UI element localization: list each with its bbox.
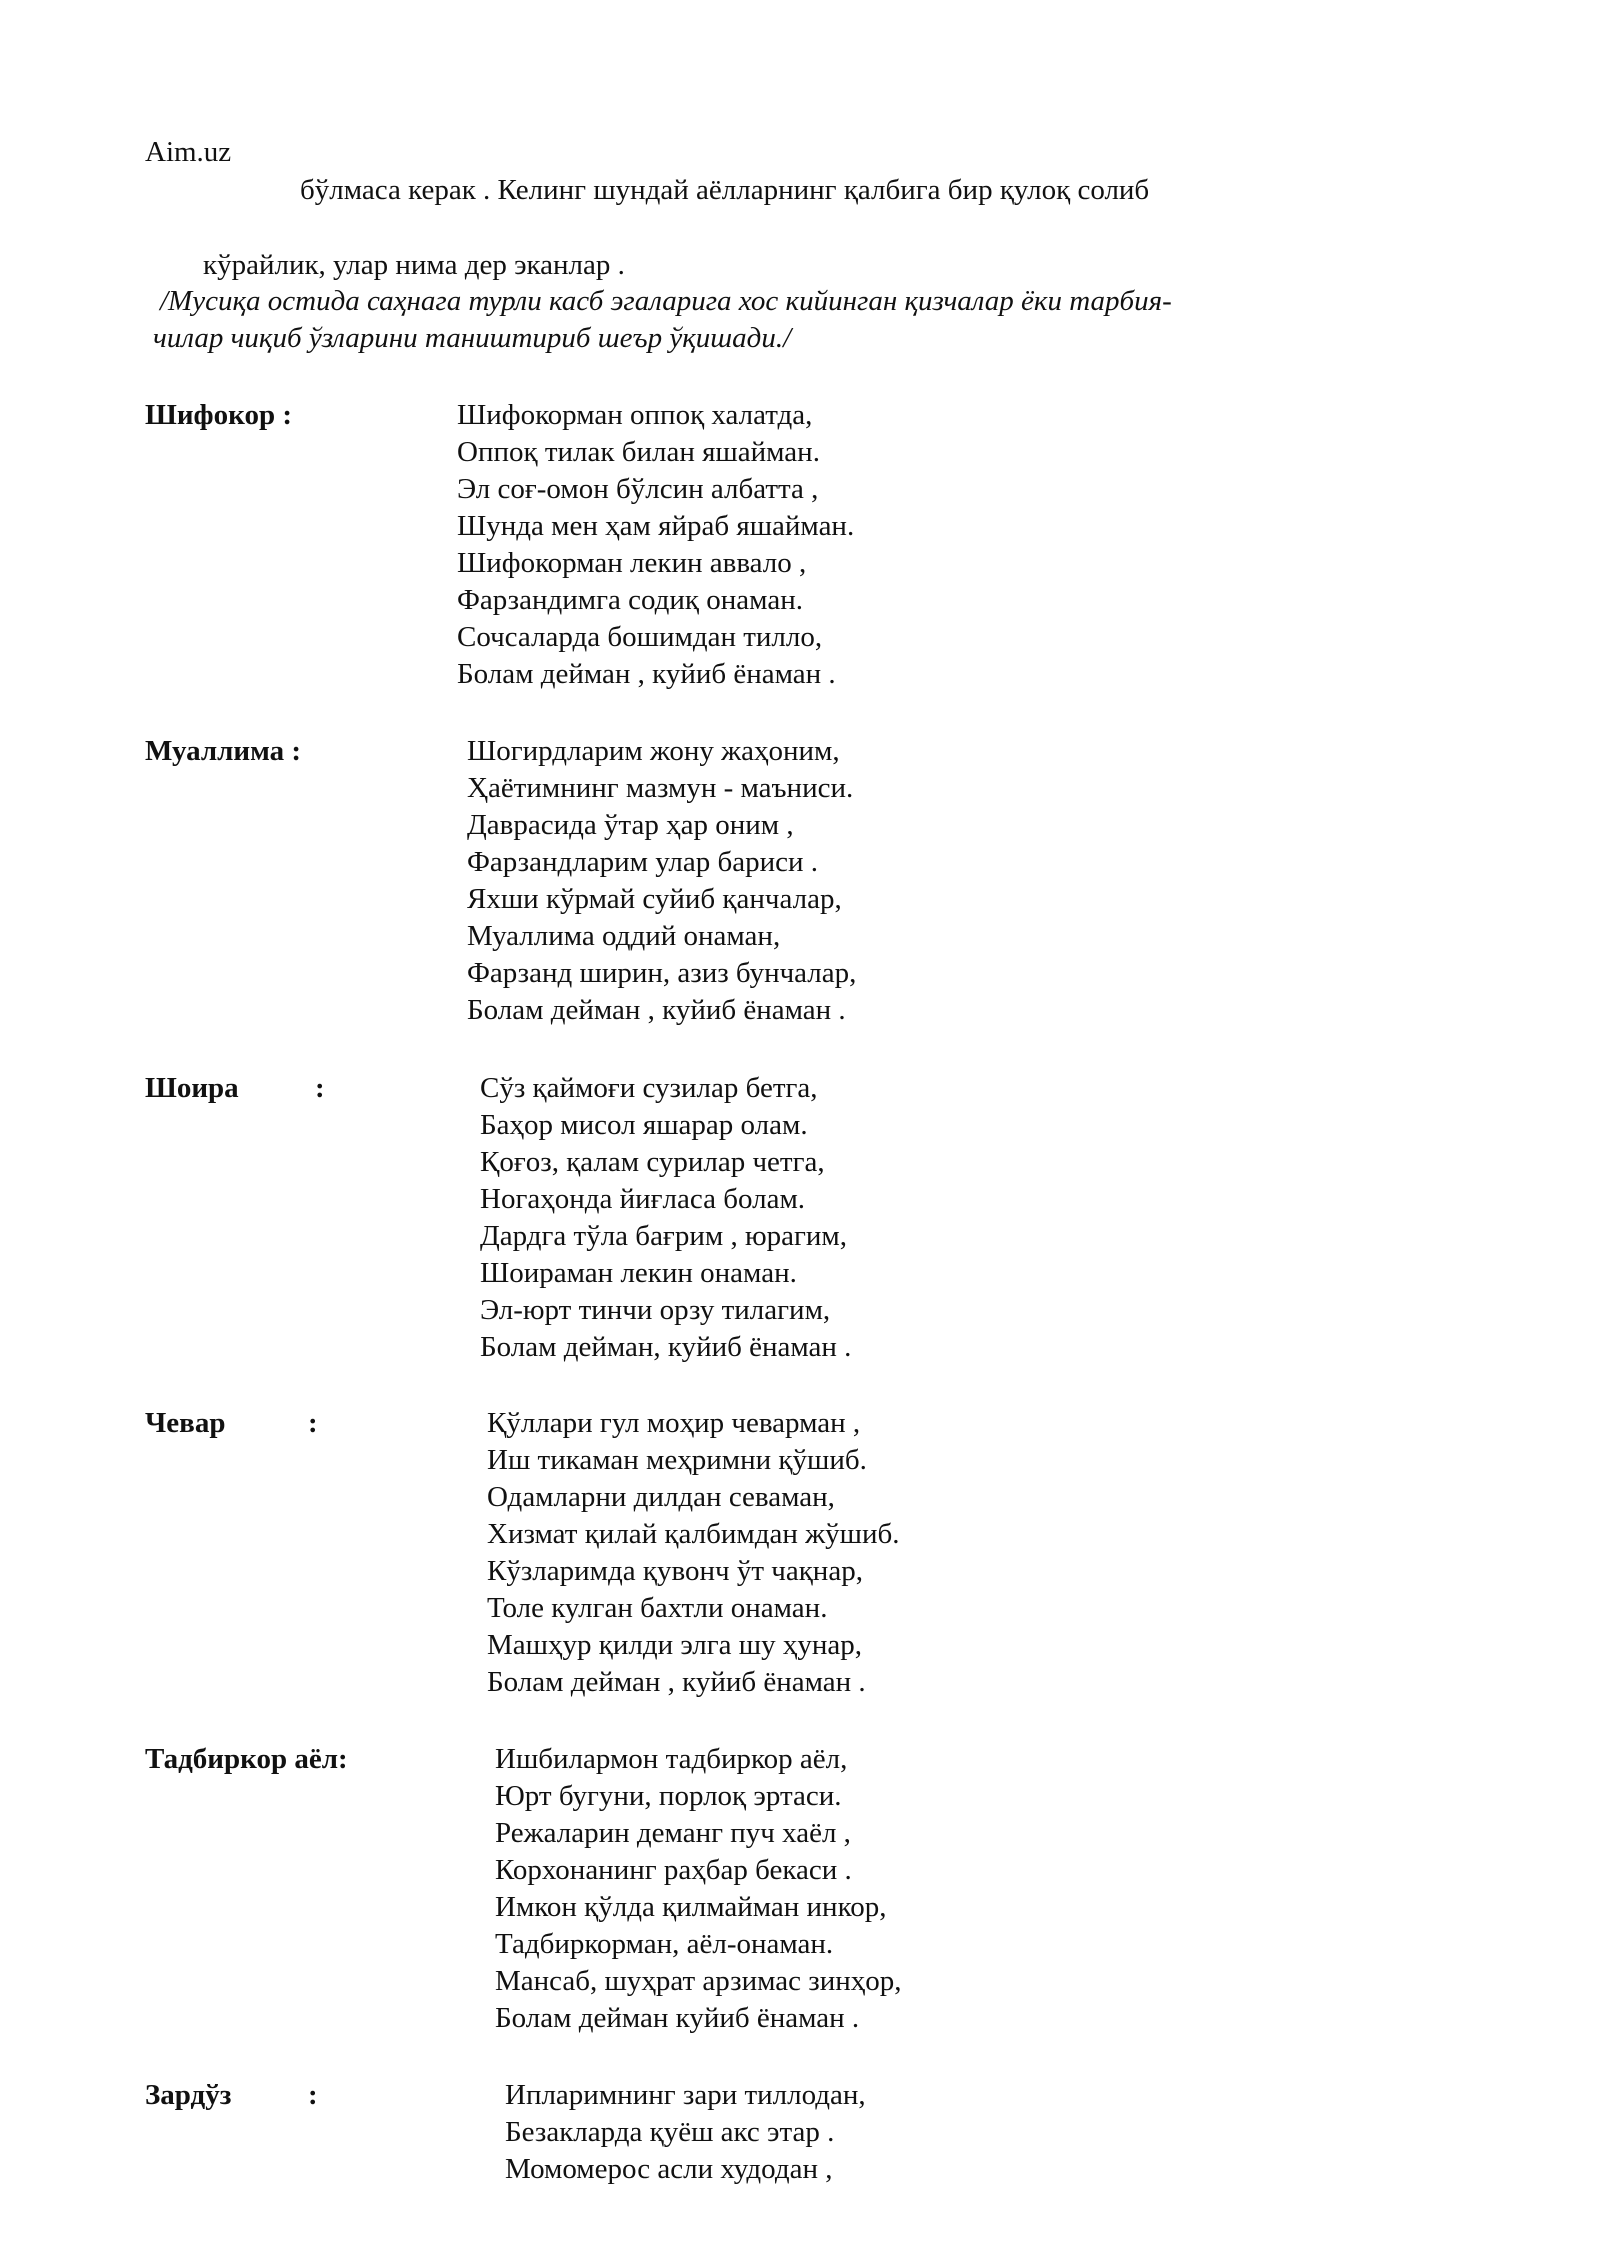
- verse-line: Қоғоз, қалам сурилар четга,: [480, 1146, 825, 1178]
- verse-line: Фарзандимга содиқ онаман.: [457, 584, 803, 616]
- speaker-label-entrepreneur: Тадбиркор аёл:: [145, 1743, 348, 1775]
- stage-direction-line-1: /Мусиқа остида саҳнага турли касб эгаларига хос кийинган қизчалар ёки тарбия-: [160, 285, 1172, 317]
- verse-teacher: [467, 733, 856, 1029]
- verse-line: Шогирдларим жону жаҳоним,: [467, 735, 840, 767]
- verse-line: Корхонанинг раҳбар бекаси .: [495, 1854, 852, 1886]
- verse-line: Шунда мен ҳам яйраб яшайман.: [457, 510, 855, 542]
- verse-line: Ишбилармон тадбиркор аёл,: [495, 1743, 848, 1775]
- verse-embroiderer: [505, 2077, 866, 2188]
- speaker-label-poetess: Шоира: [145, 1072, 239, 1104]
- verse-line: Муаллима оддий онаман,: [467, 920, 781, 952]
- verse-line: Машҳур қилди элга шу ҳунар,: [487, 1629, 862, 1661]
- verse-line: Баҳор мисол яшарар олам.: [480, 1109, 808, 1141]
- verse-line: Қўллари гул моҳир чеварман ,: [487, 1407, 861, 1439]
- verse-line: Оппоқ тилак билан яшайман.: [457, 436, 820, 468]
- verse-entrepreneur: [495, 1741, 902, 2037]
- speaker-label-seamstress: Чевар: [145, 1407, 226, 1439]
- speaker-colon: :: [308, 1407, 318, 1439]
- verse-line: Эл-юрт тинчи орзу тилагим,: [480, 1294, 831, 1326]
- verse-line: Шифокорман оппоқ халатда,: [457, 399, 813, 431]
- verse-line: Ногаҳонда йиғласа болам.: [480, 1183, 806, 1215]
- speaker-colon: :: [315, 1072, 325, 1104]
- verse-line: Ҳаётимнинг мазмун - маъниси.: [467, 772, 854, 804]
- verse-line: Момомерос асли худодан ,: [505, 2153, 833, 2185]
- verse-poetess: [480, 1070, 851, 1366]
- verse-line: Дардга тўла бағрим , юрагим,: [480, 1220, 848, 1252]
- verse-line: Болам дейман , куйиб ёнаман .: [457, 658, 836, 690]
- verse-line: Одамларни дилдан севаман,: [487, 1481, 835, 1513]
- verse-line: Толе кулган бахтли онаман.: [487, 1592, 828, 1624]
- verse-line: Болам дейман , куйиб ёнаман .: [467, 994, 846, 1026]
- verse-line: Яхши кўрмай суйиб қанчалар,: [467, 883, 842, 915]
- verse-line: Тадбиркорман, аёл-онаман.: [495, 1928, 834, 1960]
- speaker-label-embroiderer: Зардўз: [145, 2079, 232, 2111]
- verse-line: Фарзандларим улар бариси .: [467, 846, 819, 878]
- speaker-colon: :: [308, 2079, 318, 2111]
- verse-line: Фарзанд ширин, азиз бунчалар,: [467, 957, 857, 989]
- verse-line: Кўзларимда қувонч ўт чақнар,: [487, 1555, 863, 1587]
- verse-line: Шифокорман лекин аввало ,: [457, 547, 807, 579]
- verse-line: Имкон қўлда қилмайман инкор,: [495, 1891, 887, 1923]
- speaker-label-doctor: Шифокор :: [145, 399, 292, 431]
- verse-line: Сочсаларда бошимдан тилло,: [457, 621, 823, 653]
- verse-line: Даврасида ўтар ҳар оним ,: [467, 809, 794, 841]
- verse-line: Хизмат қилай қалбимдан жўшиб.: [487, 1518, 900, 1550]
- stage-direction-line-2: чилар чиқиб ўзларини таништириб шеър ўқишади./: [153, 322, 792, 354]
- verse-line: Болам дейман, куйиб ёнаман .: [480, 1331, 852, 1363]
- verse-line: Безакларда қуёш акс этар .: [505, 2116, 835, 2148]
- verse-line: Режаларин деманг пуч хаёл ,: [495, 1817, 851, 1849]
- verse-line: Сўз қаймоғи сузилар бетга,: [480, 1072, 818, 1104]
- intro-line-2: кўрайлик, улар нима дер эканлар .: [203, 249, 625, 281]
- verse-line: Юрт бугуни, порлоқ эртаси.: [495, 1780, 842, 1812]
- header-site-name: Aim.uz: [145, 136, 232, 168]
- verse-line: Болам дейман куйиб ёнаман .: [495, 2002, 860, 2034]
- verse-line: Ипларимнинг зари тиллодан,: [505, 2079, 866, 2111]
- verse-doctor: [457, 397, 854, 693]
- intro-line-1: бўлмаса керак . Келинг шундай аёлларнинг қалбига бир қулоқ солиб: [300, 174, 1150, 206]
- verse-seamstress: [487, 1405, 900, 1701]
- speaker-label-teacher: Муаллима :: [145, 735, 302, 767]
- verse-line: Болам дейман , куйиб ёнаман .: [487, 1666, 866, 1698]
- verse-line: Мансаб, шуҳрат арзимас зинҳор,: [495, 1965, 902, 1997]
- verse-line: Шоираман лекин онаман.: [480, 1257, 797, 1289]
- verse-line: Иш тикаман меҳримни қўшиб.: [487, 1444, 867, 1476]
- verse-line: Эл соғ-омон бўлсин албатта ,: [457, 473, 819, 505]
